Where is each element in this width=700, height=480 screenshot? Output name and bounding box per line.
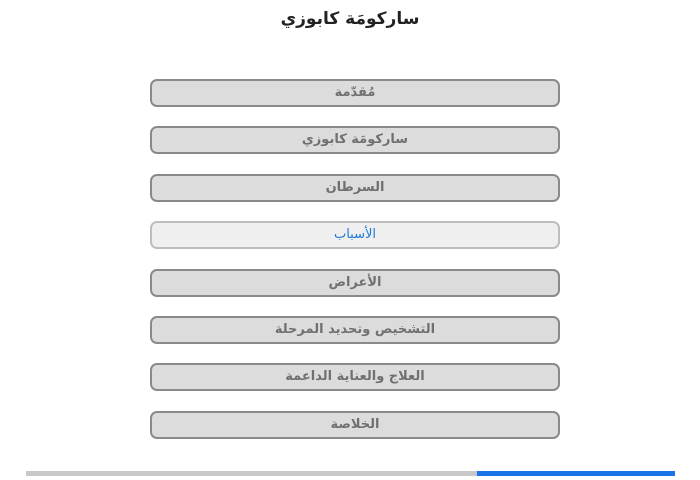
menu-item-summary[interactable]: الخلاصة	[150, 411, 560, 439]
menu-item-kaposi-sarcoma[interactable]: ساركومَة كابوزي	[150, 126, 560, 154]
progress-bar	[26, 471, 675, 476]
progress-bar-fill	[477, 471, 675, 476]
chapter-menu	[150, 79, 560, 458]
menu-item-diagnosis-staging[interactable]: التشخيص وتحديد المرحلة	[150, 316, 560, 344]
menu-item-cancer[interactable]: السرطان	[150, 174, 560, 202]
menu-item-causes[interactable]: الأسباب	[150, 221, 560, 249]
menu-item-treatment-care[interactable]: العلاج والعناية الداعمة	[150, 363, 560, 391]
menu-item-introduction[interactable]: مُقدّمة	[150, 79, 560, 107]
page-title: ساركومَة كابوزي	[280, 9, 420, 29]
menu-item-symptoms[interactable]: الأعراض	[150, 269, 560, 297]
